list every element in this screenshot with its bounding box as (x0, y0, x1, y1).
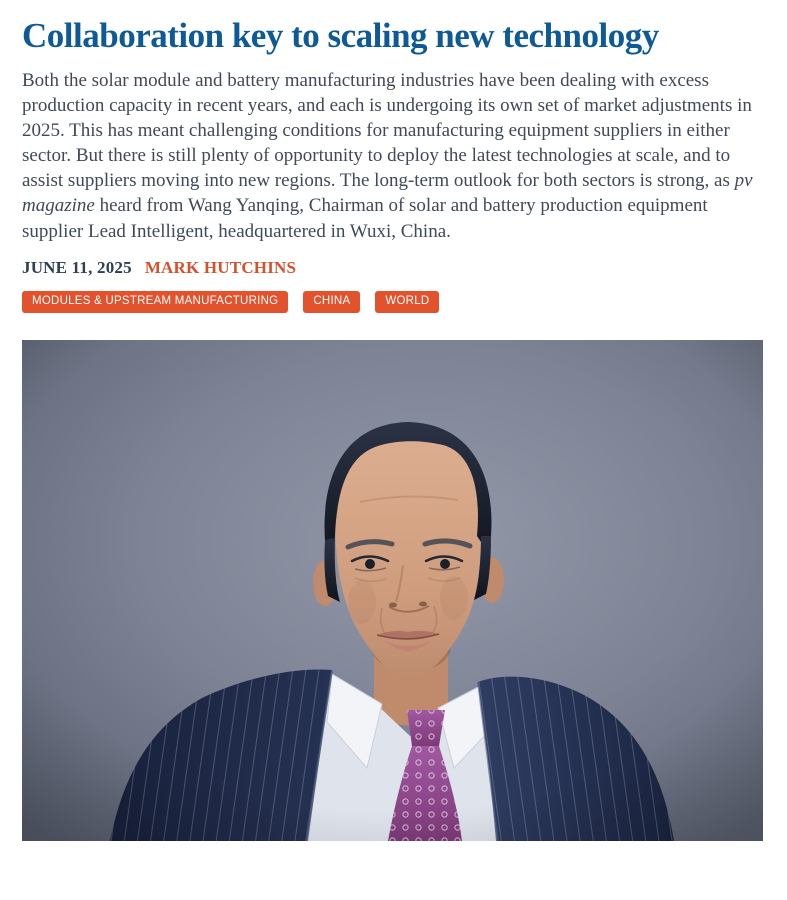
tag-list (22, 291, 763, 314)
magazine-name: pv magazine (22, 170, 753, 217)
portrait-of-man-in-suit (22, 340, 763, 841)
article-intro (22, 68, 763, 244)
intro-text-after: heard from Wang Yanqing, Chairman of solar and battery production equipment supplier Lead Intelligent, headquartered in Wuxi, China. (22, 195, 708, 242)
article-image (22, 340, 763, 841)
article-title: Collaboration key to scaling new technology (22, 16, 659, 55)
publish-date: JUNE 11, 2025 (22, 257, 132, 277)
tag-china[interactable]: CHINA (303, 291, 360, 314)
tag-world[interactable]: WORLD (375, 291, 439, 314)
author-link[interactable]: MARK HUTCHINS (144, 257, 297, 277)
byline (22, 258, 763, 278)
intro-text-before: Both the solar module and battery manufacturing industries have been dealing with excess production capacity in recent years, and each is undergoing its own set of market adjustments in 2025. This has meant challenging conditions for manufacturing equipment suppliers in either sector. But there is still plenty of opportunity to deploy the latest technologies at scale, and to assist suppliers moving into new regions. The long-term outlook for both sectors is strong, as (22, 69, 752, 192)
tag-modules-upstream-manufacturing[interactable]: MODULES & UPSTREAM MANUFACTURING (22, 291, 288, 314)
